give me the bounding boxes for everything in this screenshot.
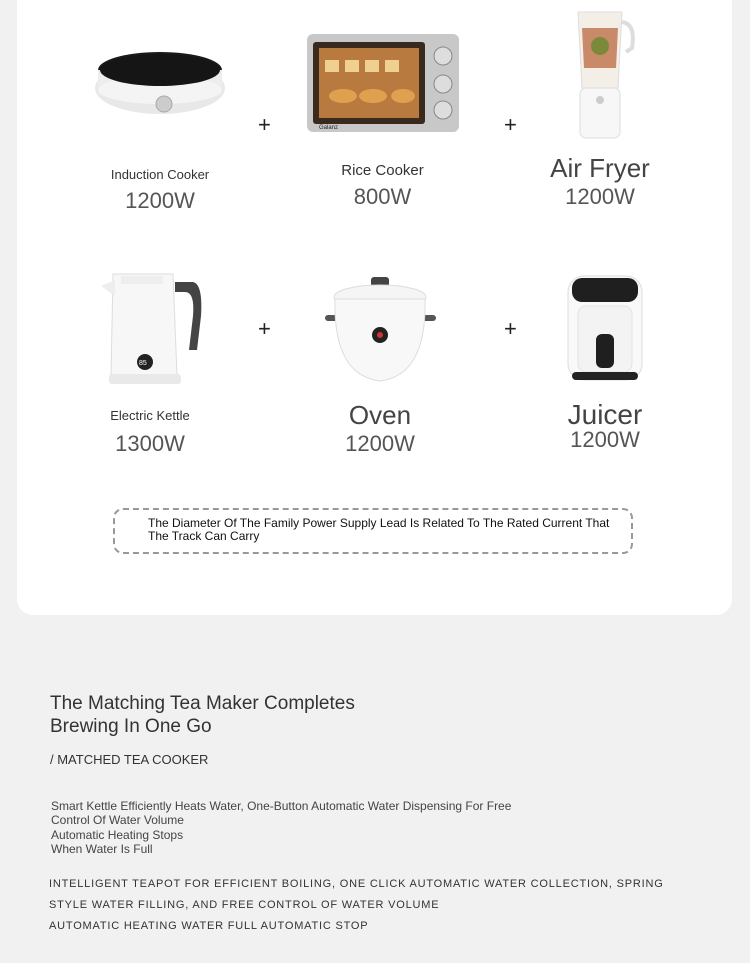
air-fryer-image	[564, 272, 646, 384]
caps-line-3: AUTOMATIC HEATING WATER FULL AUTOMATIC STOP	[49, 920, 369, 932]
appliance-label: Juicer	[567, 399, 643, 430]
section-subheading: / MATCHED TEA COOKER	[50, 752, 209, 767]
appliance-label: Electric Kettle	[110, 408, 190, 423]
appliance-label: Induction Cooker	[110, 167, 210, 182]
appliance-watt: 1300W	[115, 431, 185, 456]
appliance-rice-cooker	[300, 30, 465, 210]
appliance-oven	[315, 275, 445, 457]
pressure-cooker-image	[323, 275, 438, 385]
plus-sign: +	[258, 112, 271, 137]
appliance-watt: 800W	[353, 184, 412, 209]
blender-image	[560, 8, 640, 140]
plus-sign: +	[258, 316, 271, 341]
appliance-electric-kettle	[80, 266, 220, 457]
caps-line-1: INTELLIGENT TEAPOT FOR EFFICIENT BOILING, ONE CLICK AUTOMATIC WATER COLLECTION, SPRING	[49, 878, 664, 890]
induction-cooker-image	[90, 48, 230, 118]
appliance-label: Air Fryer	[550, 153, 650, 183]
description-1: Smart Kettle Efficiently Heats Water, One-Button Automatic Water Dispensing For Free Control Of Water Volume	[51, 799, 512, 827]
appliance-juicer	[540, 272, 670, 453]
description-2: Automatic Heating Stops When Water Is Full	[51, 828, 184, 856]
kettle-image	[93, 266, 208, 386]
caps-line-2: STYLE WATER FILLING, AND FREE CONTROL OF WATER VOLUME	[49, 899, 440, 911]
section-heading: The Matching Tea Maker Completes Brewing In One Go	[50, 693, 355, 737]
appliance-watt: 1200W	[570, 427, 640, 452]
oven-image	[303, 30, 463, 136]
power-lead-note: The Diameter Of The Family Power Supply Lead Is Related To The Rated Current That The Track Can Carry	[113, 508, 633, 554]
appliance-watt: 1200W	[345, 431, 415, 456]
plus-sign: +	[504, 112, 517, 137]
appliance-watt: 1200W	[565, 184, 635, 209]
appliance-watt: 1200W	[125, 188, 195, 213]
kettle-display-text: 85	[138, 360, 147, 367]
appliance-induction-cooker	[85, 48, 235, 214]
appliance-air-fryer	[530, 8, 670, 210]
plus-sign: +	[504, 316, 517, 341]
appliance-label: Rice Cooker	[341, 162, 424, 179]
oven-brand-text: Galanz	[318, 125, 338, 131]
appliance-label: Oven	[348, 400, 412, 430]
